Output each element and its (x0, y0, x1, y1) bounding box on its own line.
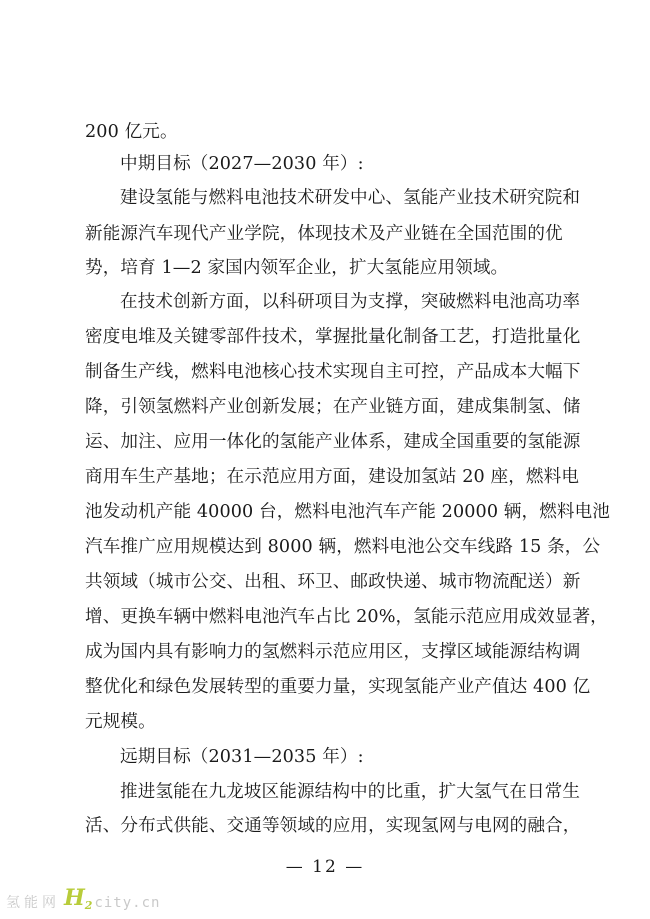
paragraph-line: 建设氢能与燃料电池技术研发中心、氢能产业技术研究院和 (120, 188, 581, 208)
paragraph-line: 推进氢能在九龙坡区能源结构中的比重，扩大氢气在日常生 (120, 782, 581, 802)
paragraph-line: 密度电堆及关键零部件技术，掌握批量化制备工艺，打造批量化 (85, 327, 581, 347)
h2-logo-icon (64, 885, 92, 915)
watermark-sub: 2 (84, 899, 93, 912)
paragraph-line: 运、加注、应用一体化的氢能产业体系，建成全国重要的氢能源 (85, 432, 581, 452)
paragraph-line: 元规模。 (85, 712, 156, 732)
paragraph-line: 商用车生产基地；在示范应用方面，建设加氢站 20 座，燃料电 (85, 467, 580, 487)
paragraph-line: 降，引领氢燃料产业创新发展；在产业链方面，建成集制氢、储 (85, 397, 581, 417)
paragraph-line: 增、更换车辆中燃料电池汽车占比 20%，氢能示范应用成效显著， (85, 607, 608, 627)
paragraph-line: 在技术创新方面，以科研项目为支撑，突破燃料电池高功率 (120, 292, 581, 312)
page-number: — 12 — (285, 857, 365, 877)
watermark-site: city.cn (94, 895, 161, 911)
paragraph-line: 共领域（城市公交、出租、环卫、邮政快递、城市物流配送）新 (85, 572, 581, 592)
paragraph-line: 活、分布式供能、交通等领域的应用，实现氢网与电网的融合， (85, 816, 581, 836)
section-heading-mid-term: 中期目标（2027—2030 年）: (120, 154, 364, 174)
watermark-text: 氢能网 (6, 895, 60, 911)
section-heading-long-term: 远期目标（2031—2035 年）: (120, 747, 364, 767)
paragraph-line: 整优化和绿色发展转型的重要力量，实现氢能产业产值达 400 亿 (85, 677, 591, 697)
paragraph-line: 势，培育 1—2 家国内领军企业，扩大氢能应用领域。 (85, 258, 509, 278)
paragraph-line: 新能源汽车现代产业学院，体现技术及产业链在全国范围的优 (85, 224, 563, 244)
paragraph-line: 汽车推广应用规模达到 8000 辆，燃料电池公交车线路 15 条，公 (85, 537, 601, 557)
watermark-h: H (64, 885, 85, 911)
paragraph-line: 制备生产线，燃料电池核心技术实现自主可控，产品成本大幅下 (85, 362, 581, 382)
paragraph-line: 200 亿元。 (85, 122, 178, 142)
paragraph-line: 成为国内具有影响力的氢燃料示范应用区，支撑区域能源结构调 (85, 642, 581, 662)
watermark-logo (6, 883, 246, 913)
paragraph-line: 池发动机产能 40000 台，燃料电池汽车产能 20000 辆，燃料电池 (85, 502, 610, 522)
